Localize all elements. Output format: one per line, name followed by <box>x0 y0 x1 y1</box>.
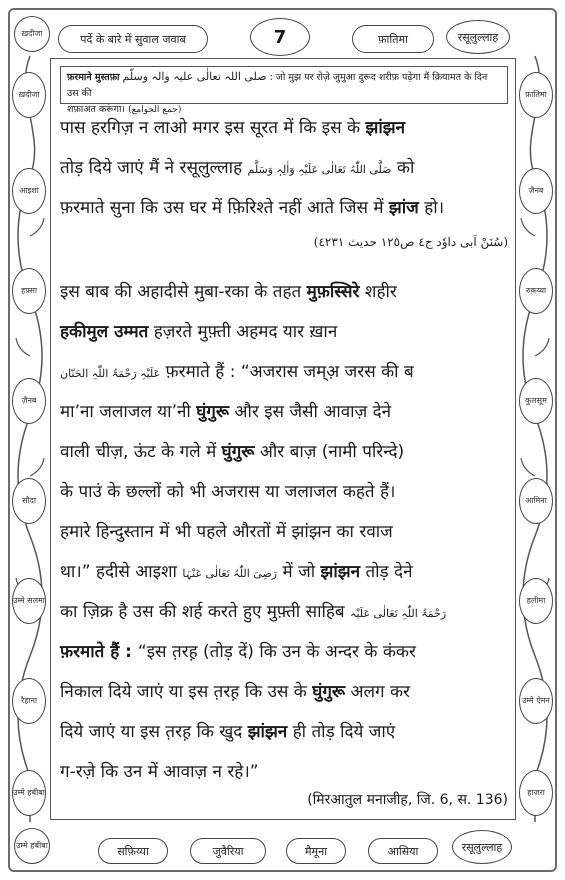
text-line: फ़रमाते सुना कि उस घर में फ़िरिश्ते नहीं आते जिस में झांज हो। <box>60 198 445 218</box>
footer-tag: जुवैरिया <box>190 838 266 864</box>
side-medallion: ख़दीजा <box>12 72 46 118</box>
side-medallion: रैहाना <box>12 678 46 724</box>
text-line: इस बाब की अहादीसे मुबा-रका के तहत मुफ़स्सिरे शहीर <box>60 282 397 302</box>
text-line: दिये जाएं या इस त़रह़ कि खुद झांझन ही तोड़ दिये जाएं <box>60 722 396 742</box>
side-medallion: हफ़्सा <box>12 268 46 314</box>
side-medallion: हलीमा <box>519 578 553 624</box>
side-medallion: उम्मे सलमा <box>12 578 46 624</box>
side-medallion: आइशा <box>12 168 46 214</box>
side-medallion: फ़ातिमा <box>519 72 553 118</box>
side-medallion: ज़ैनब <box>519 168 553 214</box>
side-medallion: ज़ैनब <box>12 378 46 424</box>
side-medallion: उम्मे हबीबा <box>12 770 46 816</box>
side-medallion: आमिना <box>519 478 553 524</box>
hadith-banner <box>60 66 508 115</box>
text-line: वाली चीज़, ऊंट के गले में घुंगुरू और बाज़ (नामी परिन्दे) <box>60 442 405 462</box>
footer-tag: मैमूना <box>286 838 346 864</box>
text-line: के पाउं के छल्लों को भी अजरास या जलाजल कहते हैं। <box>60 482 396 502</box>
header-medallion: रसूलुल्लाह <box>446 20 510 54</box>
text-line: हमारे हिन्दुस्तान में भी पहले औरतों में झांझन का रवाज <box>60 522 393 542</box>
text-line: हकीमुल उम्मत हज़रते मुफ़्ती अहमद यार ख़ान <box>60 322 338 342</box>
banner-arabic: صلی اللہ تعالٰی علیہ والہ وسلّم <box>122 70 267 83</box>
text-line: पास हरगिज़ न लाओ मगर इस सूरत में कि इस के झांझन <box>60 118 406 138</box>
banner-text-cont: शफ़ाअत करूंगा। <box>67 104 126 115</box>
text-line: मा’ना जलाजल या’नी घुंगुरू और इस जैसी आवाज़ देने <box>60 402 392 422</box>
text-line: का ज़िक्र है उस की शर्ह करते हुए मुफ़्ती साहिब رَحْمَۃُ اللّٰہِ تَعَالٰی عَلَیْہ <box>60 602 447 622</box>
text-line: था।” हदीसे आइशा رَضِیَ اللّٰہُ تَعَالٰی عَنْہَا में जो झांझन तोड़ देने <box>60 562 413 582</box>
header-tag-right: फ़ातिमा <box>352 25 434 53</box>
running-title: पर्दे के बारे में सुवाल जवाब <box>58 25 208 53</box>
banner-label: फ़रमाने मुस्तफ़ा <box>67 72 120 83</box>
source-reference: (मिरआतुल मनाजीह, जि. 6, स. 136) <box>307 792 508 808</box>
corner-medallion: ख़दीजा <box>14 16 50 52</box>
text-line: عَلَیْہِ رَحْمَۃُ اللّٰہِ الحَنّان फ़रमाते हैं : “अजरास जम्अ़ जरस की ब <box>60 362 414 382</box>
side-medallion: रुक़य्या <box>519 268 553 314</box>
main-text <box>60 108 508 792</box>
citation: (سُنَنْ اَبی داوٗد ج٤ ص١٢٥ حدیث ٤٢٣١) <box>313 235 508 249</box>
footer-tag: सफ़िय्या <box>98 838 168 864</box>
side-medallion: कुलसूम <box>519 378 553 424</box>
text-line: तोड़ दिये जाएं मैं ने रसूलुल्लाह صَلَّی اللّٰہُ تَعَالٰی عَلَیْہِ وَاٰلِہٖ وَسَلَّم को <box>60 158 415 178</box>
footer-medallion: रसूलुल्लाह <box>452 830 512 864</box>
text-line: निकाल दिये जाएं या इस त़रह़ कि उस के घुंगुरू अलग कर <box>60 682 410 702</box>
banner-source: (جمع الجوامع) <box>128 105 182 115</box>
side-medallion: सौदा <box>12 478 46 524</box>
side-medallion: उम्मे ऐमन <box>519 678 553 724</box>
text-line: फ़रमाते हैं : “इस त़रह़ (तोड़ दें) कि उन के अन्दर के कंकर <box>60 642 416 662</box>
text-line: ग-रजे़ कि उन में आवाज़ न रहे।” <box>60 762 259 782</box>
footer-tag: आसिया <box>368 838 438 864</box>
page-number: 7 <box>250 18 310 56</box>
corner-medallion: उम्मे हबीबा <box>14 828 50 864</box>
side-medallion: हाजरा <box>519 770 553 816</box>
banner-text: : जो मुझ पर रोज़े जुमुआ दुरूद शरीफ़ पढ़ेगा मैं क़ियामत के दिन उस की <box>67 72 488 99</box>
